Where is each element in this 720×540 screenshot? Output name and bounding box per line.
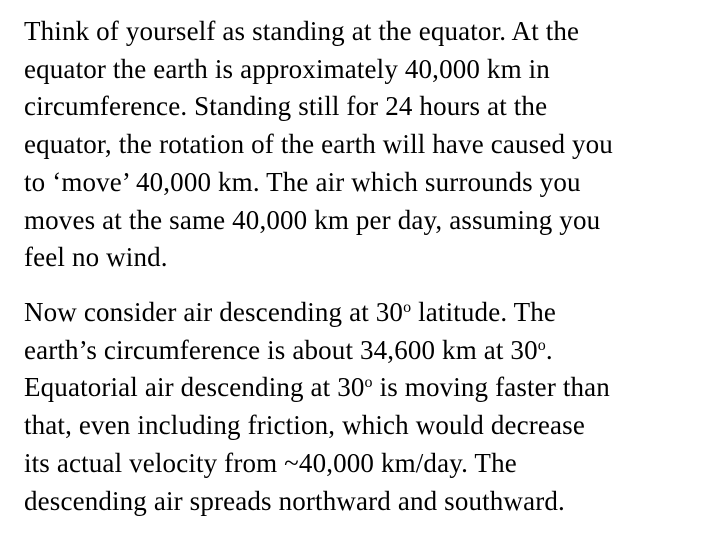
text-line: moves at the same 40,000 km per day, assuming you (24, 204, 601, 235)
latitude-paragraph (24, 294, 714, 520)
text-segment: is moving faster than (372, 372, 610, 403)
degree-superscript: o (403, 299, 412, 316)
equator-paragraph (24, 13, 714, 277)
text-line: to ‘move’ 40,000 km. The air which surrounds you (24, 166, 581, 197)
text-segment: Equatorial air descending at 30 (24, 372, 365, 403)
text-segment: Now consider air descending at 30 (24, 297, 404, 327)
text-line: that, even including friction, which would decrease (24, 410, 585, 441)
text-line: descending air spreads northward and southward. (24, 485, 565, 516)
text-line (24, 369, 714, 407)
degree-superscript: o (537, 336, 546, 354)
degree-superscript: o (364, 374, 373, 392)
text-line: Think of yourself as standing at the equator. At the (24, 16, 580, 46)
text-segment: . (545, 334, 553, 365)
text-line: equator the earth is approximately 40,000 km in (24, 53, 550, 84)
text-segment: earth’s circumference is about 34,600 km at 30 (24, 334, 538, 365)
text-segment: latitude. The (411, 297, 557, 327)
text-line: equator, the rotation of the earth will have caused you (24, 129, 613, 160)
text-line (24, 332, 714, 370)
text-line: circumference. Standing still for 24 hours at the (24, 91, 548, 122)
text-line: feel no wind. (24, 242, 168, 273)
text-line (24, 294, 714, 332)
text-line: its actual velocity from ~40,000 km/day. The (24, 447, 517, 478)
